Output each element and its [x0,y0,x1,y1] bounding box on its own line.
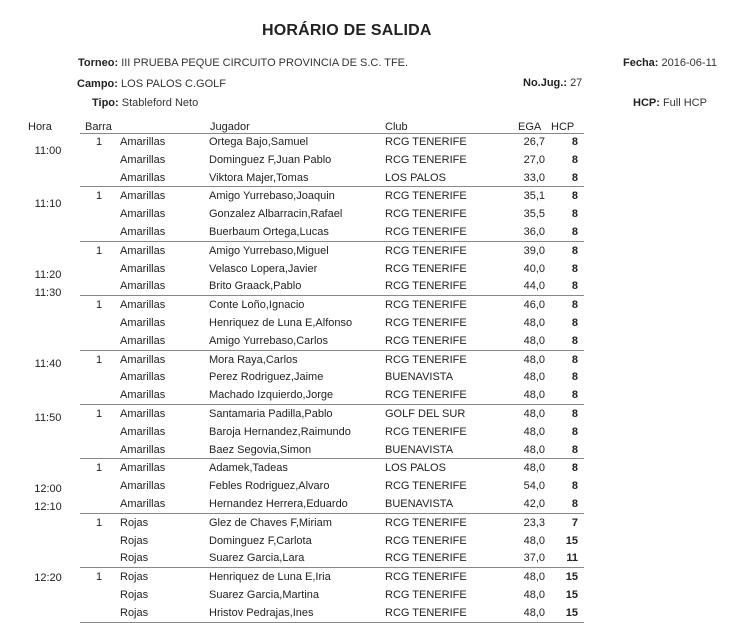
ega-cell: 48,0 [523,353,545,366]
table-row [80,604,584,623]
nojug-line [523,77,582,89]
club-cell: BUENAVISTA [385,497,454,510]
table-row [80,169,584,188]
start-times-table [80,133,584,623]
jugador-cell: Buerbaum Ortega,Lucas [209,225,329,238]
jugador-cell: Brito Graack,Pablo [209,280,302,293]
hcp-label: HCP: [633,97,660,109]
table-row [80,332,584,351]
tee-cell: Amarillas [120,153,166,166]
hora-label: 11:20 [34,269,62,282]
ega-cell: 48,0 [523,316,545,329]
hcp-cell: 8 [571,208,578,221]
ega-cell: 27,0 [523,153,545,166]
ega-cell: 48,0 [523,462,545,475]
club-cell: RCG TENERIFE [385,244,467,257]
ega-cell: 35,5 [523,208,545,221]
jugador-cell: Dominguez F,Juan Pablo [209,153,332,166]
club-cell: RCG TENERIFE [385,606,467,619]
table-row [80,477,584,495]
hora-label: 11:00 [34,144,62,157]
nojug-label: No.Jug.: [523,77,567,89]
hcp-cell: 8 [571,497,578,510]
jugador-cell: Adamek,Tadeas [209,462,288,475]
tee-cell: Amarillas [120,171,166,184]
col-header-club: Club [385,121,408,133]
hcp-cell: 8 [571,425,578,438]
col-header-barra: Barra [85,121,112,133]
hcp-line [633,97,707,109]
club-cell: RCG TENERIFE [385,136,467,148]
hcp-cell: 8 [571,280,578,293]
table-row [80,495,584,514]
ega-cell: 37,0 [523,552,545,565]
hcp-cell: 15 [565,534,578,547]
barra-cell: 1 [96,299,103,312]
tee-cell: Amarillas [120,136,166,148]
barra-cell: 1 [96,353,103,366]
club-cell: RCG TENERIFE [385,334,467,347]
ega-cell: 33,0 [523,171,545,184]
hcp-cell: 8 [571,334,578,347]
hcp-cell: 15 [565,606,578,619]
hcp-cell: 8 [571,480,578,493]
club-cell: RCG TENERIFE [385,208,467,221]
hcp-cell: 15 [565,571,578,584]
tee-cell: Amarillas [120,389,166,402]
ega-cell: 48,0 [523,371,545,384]
hcp-cell: 8 [571,389,578,402]
table-row [80,133,584,151]
tee-cell: Rojas [120,534,149,547]
club-cell: RCG TENERIFE [385,425,467,438]
club-cell: RCG TENERIFE [385,516,467,529]
hora-label: 11:40 [34,358,62,371]
club-cell: RCG TENERIFE [385,262,467,275]
hcp-cell: 7 [571,516,578,529]
table-row [80,368,584,386]
tipo-line [92,97,198,109]
jugador-cell: Perez Rodriguez,Jaime [209,371,324,384]
club-cell: RCG TENERIFE [385,190,467,203]
col-header-ega: EGA [518,121,542,133]
ega-cell: 40,0 [523,262,545,275]
jugador-cell: Conte Loño,Ignacio [209,299,305,312]
ega-cell: 35,1 [523,190,545,203]
torneo-line [78,57,408,69]
jugador-cell: Suarez Garcia,Martina [209,588,320,601]
jugador-cell: Baez Segovia,Simon [209,443,312,456]
table-row [80,514,584,532]
barra-cell: 1 [96,571,103,584]
table-row [80,223,584,242]
jugador-cell: Amigo Yurrebaso,Carlos [209,334,329,347]
hcp-cell: 8 [571,407,578,420]
table-row [80,277,584,296]
hora-label: 12:00 [34,483,62,495]
ega-cell: 42,0 [523,497,545,510]
club-cell: RCG TENERIFE [385,552,467,565]
tee-cell: Amarillas [120,299,166,312]
tee-cell: Rojas [120,588,149,601]
jugador-cell: Santamaria Padilla,Pablo [209,407,333,420]
ega-cell: 48,0 [523,334,545,347]
hcp-cell: 8 [571,136,578,148]
campo-value: LOS PALOS C.GOLF [121,78,226,90]
table-row [80,386,584,405]
tee-cell: Amarillas [120,316,166,329]
ega-cell: 48,0 [523,534,545,547]
ega-cell: 48,0 [523,588,545,601]
hcp-cell: 8 [571,153,578,166]
barra-cell: 1 [96,462,103,475]
torneo-value: III PRUEBA PEQUE CIRCUITO PROVINCIA DE S.C. TFE. [121,57,409,69]
table-row [80,586,584,604]
jugador-cell: Amigo Yurrebaso,Joaquin [209,190,335,203]
tee-cell: Amarillas [120,443,166,456]
tee-cell: Amarillas [120,353,166,366]
fecha-line [623,57,717,69]
jugador-cell: Velasco Lopera,Javier [209,262,318,275]
tee-cell: Amarillas [120,371,166,384]
club-cell: GOLF DEL SUR [385,407,466,420]
tee-cell: Amarillas [120,407,166,420]
barra-cell: 1 [96,407,103,420]
barra-cell: 1 [96,190,103,203]
tee-cell: Amarillas [120,190,166,203]
club-cell: RCG TENERIFE [385,571,467,584]
hcp-cell: 8 [571,190,578,203]
jugador-cell: Hernandez Herrera,Eduardo [209,497,348,510]
jugador-cell: Glez de Chaves F,Miriam [209,516,332,529]
club-cell: BUENAVISTA [385,371,454,384]
hcp-cell: 8 [571,353,578,366]
hcp-cell: 8 [571,225,578,238]
table-row [80,151,584,169]
jugador-cell: Febles Rodriguez,Alvaro [209,480,330,493]
torneo-label: Torneo: [78,57,119,69]
jugador-cell: Dominguez F,Carlota [209,534,312,547]
club-cell: RCG TENERIFE [385,480,467,493]
col-header-hora: Hora [28,121,52,133]
table-row [80,423,584,441]
table-row [80,549,584,568]
club-cell: LOS PALOS [385,171,446,184]
ega-cell: 36,0 [523,225,545,238]
fecha-label: Fecha: [623,57,659,69]
nojug-value: 27 [570,77,583,89]
jugador-cell: Suarez Garcia,Lara [209,552,305,565]
club-cell: RCG TENERIFE [385,225,467,238]
table-row [80,187,584,205]
barra-cell: 1 [96,136,103,148]
club-cell: RCG TENERIFE [385,534,467,547]
barra-cell: 1 [96,516,103,529]
jugador-cell: Henriquez de Luna E,Iria [209,571,331,584]
hcp-cell: 15 [565,588,578,601]
club-cell: RCG TENERIFE [385,299,467,312]
jugador-cell: Machado Izquierdo,Jorge [209,389,334,402]
hcp-cell: 8 [571,299,578,312]
table-row [80,568,584,586]
hcp-cell: 8 [571,371,578,384]
hora-label: 11:10 [34,198,62,211]
ega-cell: 48,0 [523,389,545,402]
tee-cell: Rojas [120,571,149,584]
ega-cell: 48,0 [523,606,545,619]
hora-label: 12:20 [34,572,62,584]
club-cell: RCG TENERIFE [385,389,467,402]
tipo-label: Tipo: [92,97,119,109]
campo-label: Campo: [77,78,118,90]
tee-cell: Rojas [120,552,149,565]
jugador-cell: Viktora Majer,Tomas [209,171,309,184]
ega-cell: 54,0 [523,480,545,493]
tee-cell: Amarillas [120,280,166,293]
club-cell: RCG TENERIFE [385,316,467,329]
hcp-cell: 8 [571,262,578,275]
table-row [80,405,584,423]
club-cell: RCG TENERIFE [385,353,467,366]
jugador-cell: Baroja Hernandez,Raimundo [209,425,351,438]
jugador-cell: Mora Raya,Carlos [209,353,298,366]
tee-cell: Amarillas [120,497,166,510]
jugador-cell: Amigo Yurrebaso,Miguel [209,244,329,257]
ega-cell: 46,0 [523,299,545,312]
tipo-value: Stableford Neto [121,97,199,109]
col-header-jugador: Jugador [210,121,250,133]
tee-cell: Amarillas [120,334,166,347]
hora-label: 11:30 [34,287,62,300]
tee-cell: Rojas [120,516,149,529]
table-row [80,459,584,477]
tee-cell: Rojas [120,606,149,619]
ega-cell: 48,0 [523,443,545,456]
barra-cell: 1 [96,244,103,257]
table-row [80,351,584,369]
table-row [80,532,584,550]
jugador-cell: Ortega Bajo,Samuel [209,136,309,148]
tee-cell: Amarillas [120,462,166,475]
table-row [80,205,584,223]
tee-cell: Amarillas [120,225,166,238]
table-row [80,441,584,460]
table-row [80,296,584,314]
hcp-cell: 8 [571,244,578,257]
col-header-hcp: HCP [551,121,575,133]
tee-cell: Amarillas [120,425,166,438]
hcp-value: Full HCP [662,97,707,109]
ega-cell: 26,7 [523,136,545,148]
hcp-cell: 11 [566,552,578,565]
document-title: HORÁRIO DE SALIDA [262,22,432,39]
table-row [80,242,584,260]
ega-cell: 23,3 [523,516,545,529]
club-cell: RCG TENERIFE [385,588,467,601]
hcp-cell: 8 [571,462,578,475]
club-cell: LOS PALOS [385,462,446,475]
hora-label: 11:50 [34,411,62,424]
tee-cell: Amarillas [120,208,166,221]
fecha-value: 2016-06-11 [661,57,717,69]
club-cell: RCG TENERIFE [385,280,467,293]
ega-cell: 48,0 [523,407,545,420]
tee-cell: Amarillas [120,262,166,275]
tee-cell: Amarillas [120,480,166,493]
club-cell: RCG TENERIFE [385,153,467,166]
hcp-cell: 8 [571,316,578,329]
club-cell: BUENAVISTA [385,443,454,456]
campo-line [77,78,226,90]
ega-cell: 48,0 [523,425,545,438]
jugador-cell: Hristov Pedrajas,Ines [209,606,314,619]
jugador-cell: Henriquez de Luna E,Alfonso [209,316,353,329]
ega-cell: 39,0 [523,244,545,257]
table-row [80,314,584,332]
hora-label: 12:10 [34,500,62,513]
ega-cell: 44,0 [523,280,545,293]
ega-cell: 48,0 [523,571,545,584]
tee-cell: Amarillas [120,244,166,257]
hcp-cell: 8 [571,443,578,456]
hcp-cell: 8 [571,171,578,184]
jugador-cell: Gonzalez Albarracin,Rafael [209,208,343,221]
table-row [80,260,584,278]
